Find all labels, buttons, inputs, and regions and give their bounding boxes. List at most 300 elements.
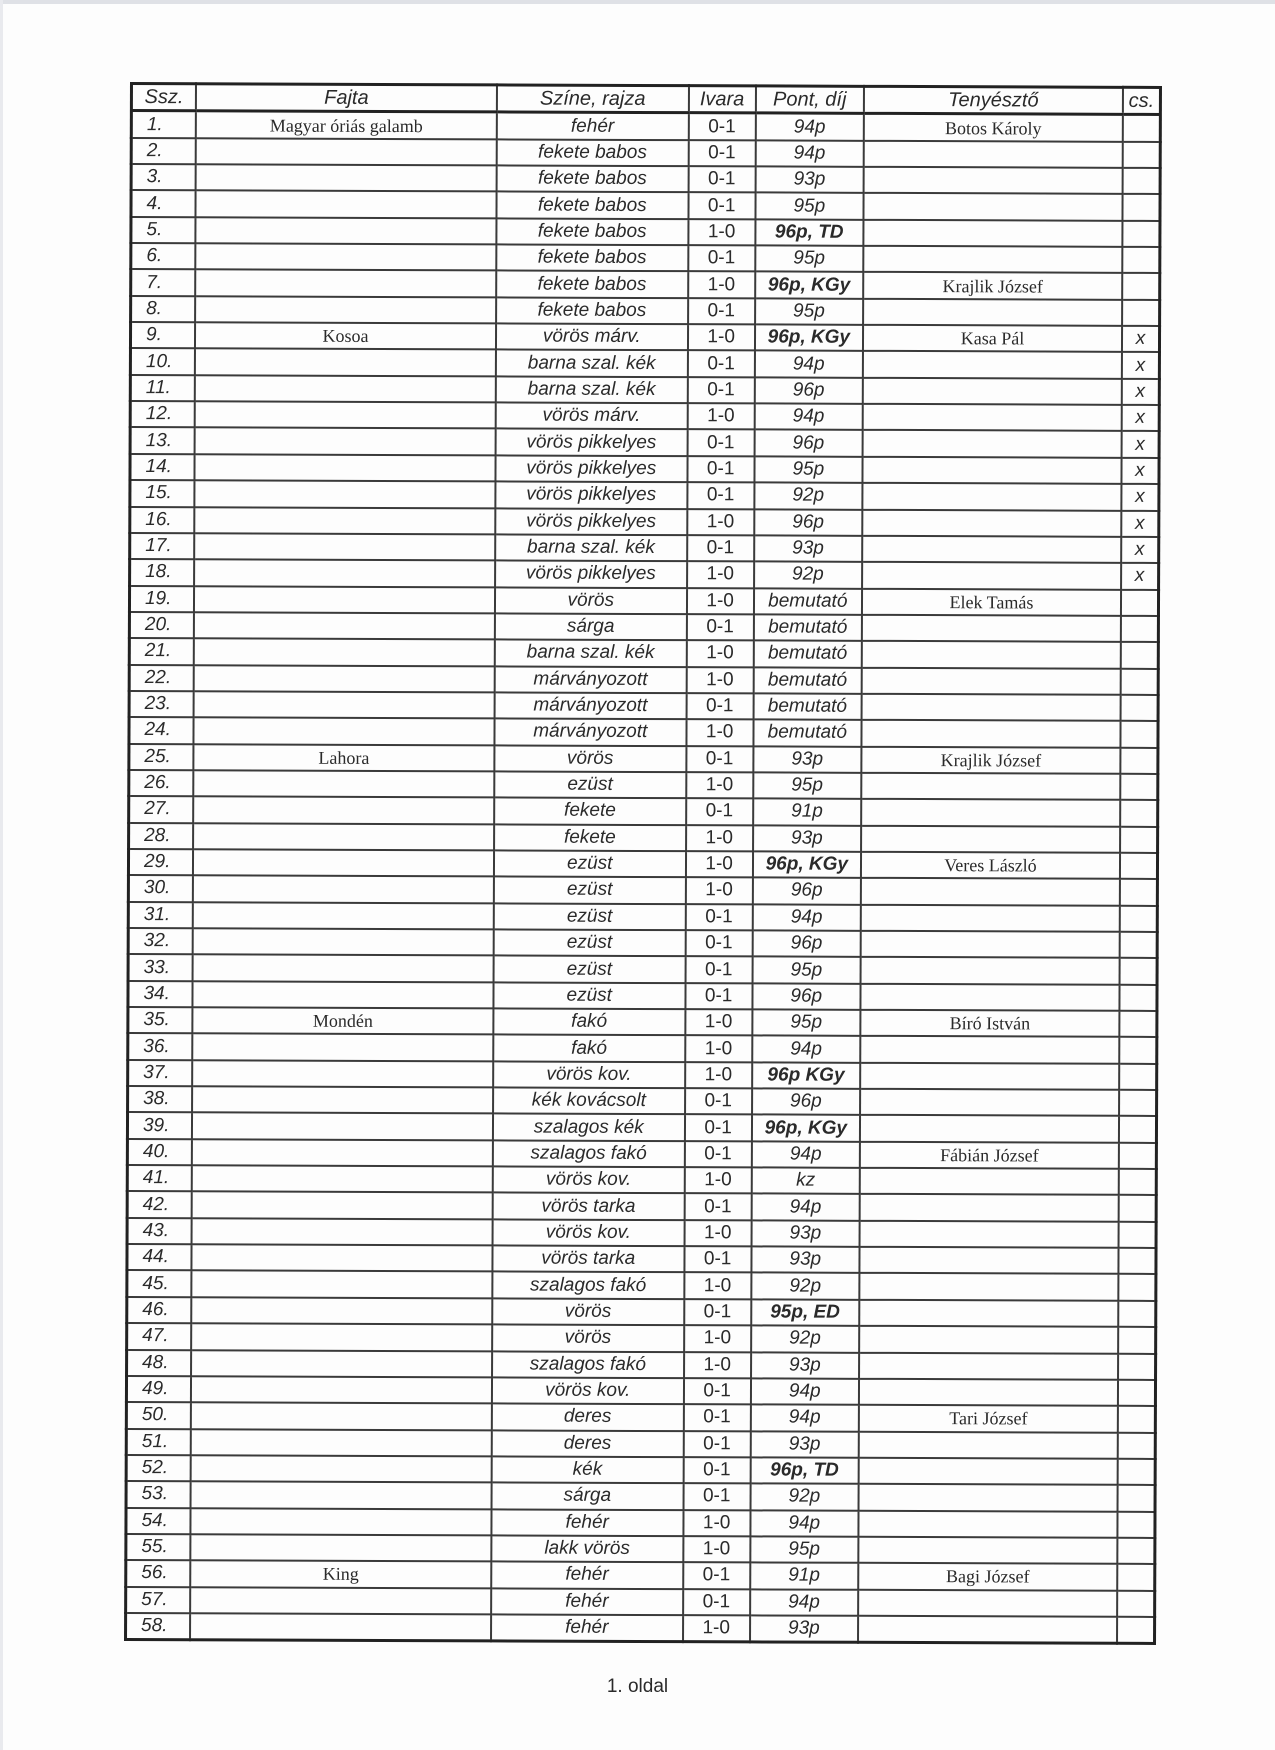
cell-breeder [863, 351, 1122, 378]
cell-sex: 1-0 [686, 772, 753, 799]
header-number: Ssz. [131, 84, 196, 112]
cell-color: vörös [492, 1325, 684, 1352]
table-row [128, 875, 1157, 905]
cell-sex: 0-1 [683, 1431, 750, 1458]
cell-number: 8. [131, 296, 196, 323]
table-row [130, 559, 1159, 589]
table-row [128, 981, 1157, 1011]
table-row [130, 322, 1159, 352]
cell-sex: 1-0 [686, 719, 753, 746]
cell-color: vörös [494, 745, 686, 772]
table-row [129, 586, 1158, 616]
cell-breed [191, 1429, 492, 1456]
table-header-row [131, 84, 1160, 115]
cell-color: fekete babos [496, 139, 688, 166]
table-row [129, 770, 1158, 800]
cell-breed [192, 1139, 493, 1166]
cell-mark [1117, 1538, 1155, 1564]
cell-points: 96p KGy [752, 1062, 861, 1089]
cell-mark [1117, 1485, 1155, 1511]
cell-mark: x [1122, 379, 1160, 405]
cell-mark [1117, 1564, 1155, 1590]
cell-sex: 1-0 [684, 1273, 751, 1300]
cell-number: 20. [129, 612, 194, 639]
cell-points: 94p [751, 1141, 860, 1168]
cell-breed [193, 876, 494, 903]
cell-breed [193, 770, 494, 797]
cell-number: 49. [126, 1376, 191, 1403]
cell-color: vörös pikkelyes [495, 455, 687, 482]
cell-breed [192, 1244, 493, 1271]
cell-number: 30. [128, 875, 193, 902]
cell-breed [191, 1350, 492, 1377]
cell-points: bemutató [754, 588, 863, 615]
cell-breed [194, 665, 495, 692]
cell-sex: 0-1 [683, 1457, 750, 1484]
cell-mark: x [1121, 563, 1159, 589]
cell-breeder: Tari József [859, 1405, 1118, 1432]
cell-breeder [864, 167, 1123, 194]
cell-breeder [862, 694, 1121, 721]
cell-number: 14. [130, 454, 195, 481]
cell-number: 41. [127, 1165, 192, 1192]
cell-mark [1122, 247, 1160, 273]
cell-mark [1120, 774, 1158, 800]
cell-number: 7. [131, 269, 196, 296]
cell-breed [195, 454, 496, 481]
cell-number: 21. [129, 638, 194, 665]
cell-sex: 0-1 [684, 1378, 751, 1405]
cell-mark [1118, 1222, 1156, 1248]
cell-number: 2. [131, 138, 196, 165]
cell-points: 92p [754, 562, 863, 589]
table-row [126, 1560, 1155, 1590]
cell-breed [194, 507, 495, 534]
cell-color: fekete [494, 798, 686, 825]
cell-points: 93p [753, 825, 862, 852]
cell-breed [196, 217, 497, 244]
cell-sex: 0-1 [687, 430, 754, 457]
cell-sex: 1-0 [685, 1167, 752, 1194]
table-row [126, 1534, 1155, 1564]
table-row [126, 1481, 1155, 1511]
cell-breed [195, 296, 496, 323]
cell-points: 96p, KGy [755, 324, 864, 351]
cell-color: márványozott [494, 719, 686, 746]
cell-color: vörös [492, 1298, 684, 1325]
cell-breed [191, 1297, 492, 1324]
cell-breed [195, 243, 496, 270]
cell-color: szalagos kék [493, 1114, 685, 1141]
cell-mark [1117, 1617, 1155, 1644]
cell-points: bemutató [753, 693, 862, 720]
cell-sex: 0-1 [688, 377, 755, 404]
cell-breeder [863, 378, 1122, 405]
cell-mark [1119, 984, 1157, 1010]
table-row [126, 1402, 1155, 1432]
cell-sex: 0-1 [683, 1562, 750, 1589]
cell-breed [193, 981, 494, 1008]
cell-mark [1118, 1274, 1156, 1300]
cell-mark [1118, 1432, 1156, 1458]
cell-breeder [859, 1273, 1118, 1300]
cell-breed [193, 849, 494, 876]
cell-mark [1118, 1353, 1156, 1379]
cell-points: 93p [751, 1352, 860, 1379]
cell-sex: 0-1 [686, 904, 753, 931]
table-row [126, 1613, 1155, 1644]
cell-breeder [860, 1036, 1119, 1063]
cell-points: 96p [752, 983, 861, 1010]
cell-breeder [859, 1300, 1118, 1327]
cell-mark: x [1122, 352, 1160, 378]
cell-points: 92p [751, 1326, 860, 1353]
cell-breed [194, 612, 495, 639]
cell-sex: 0-1 [688, 298, 755, 325]
cell-mark [1118, 1248, 1156, 1274]
table-row [127, 1218, 1156, 1248]
cell-mark [1118, 1327, 1156, 1353]
cell-breed [194, 717, 495, 744]
cell-mark [1117, 1511, 1155, 1537]
table-row [131, 296, 1160, 326]
cell-points: 94p [750, 1589, 859, 1616]
cell-number: 52. [126, 1455, 191, 1482]
cell-number: 51. [126, 1429, 191, 1456]
cell-color: vörös kov. [492, 1166, 684, 1193]
cell-mark [1123, 141, 1161, 167]
table-row [126, 1455, 1155, 1485]
cell-points: 94p [754, 351, 863, 378]
cell-breeder [858, 1589, 1117, 1616]
cell-color: vörös pikkelyes [495, 508, 687, 535]
cell-points: 96p, KGy [751, 1115, 860, 1142]
table-row [129, 691, 1158, 721]
cell-breeder [861, 931, 1120, 958]
cell-points: 95p [753, 772, 862, 799]
cell-breed [192, 1165, 493, 1192]
cell-color: márványozott [494, 692, 686, 719]
cell-breeder [863, 220, 1122, 247]
cell-breeder [862, 667, 1121, 694]
cell-mark: x [1121, 510, 1159, 536]
cell-points: 96p [754, 430, 863, 457]
cell-breed: Kosoa [195, 322, 496, 349]
cell-color: ezüst [493, 903, 685, 930]
cell-number: 26. [129, 770, 194, 797]
table-row [128, 902, 1157, 932]
cell-number: 15. [130, 480, 195, 507]
cell-points: 96p, KGy [755, 272, 864, 299]
cell-breeder [862, 483, 1121, 510]
cell-number: 23. [129, 691, 194, 718]
cell-breed [195, 428, 496, 455]
cell-sex: 0-1 [687, 535, 754, 562]
cell-breed [190, 1587, 491, 1614]
cell-points: 96p [754, 509, 863, 536]
scan-edge-left [0, 0, 3, 1750]
cell-breeder [859, 1458, 1118, 1485]
cell-sex: 1-0 [683, 1510, 750, 1537]
cell-sex: 0-1 [683, 1483, 750, 1510]
cell-sex: 1-0 [687, 588, 754, 615]
table-row [128, 1086, 1157, 1116]
table-row [131, 190, 1160, 220]
cell-breed [194, 559, 495, 586]
cell-number: 57. [126, 1587, 191, 1614]
cell-sex: 1-0 [685, 1036, 752, 1063]
table-row [127, 1323, 1156, 1353]
cell-breed [192, 1192, 493, 1219]
cell-sex: 1-0 [686, 825, 753, 852]
cell-breed [194, 533, 495, 560]
cell-color: barna szal. kék [495, 534, 687, 561]
cell-breeder [863, 404, 1122, 431]
cell-mark [1120, 879, 1158, 905]
cell-mark [1119, 1011, 1157, 1037]
table-row [130, 507, 1159, 537]
cell-mark [1122, 194, 1160, 220]
cell-number: 39. [127, 1112, 192, 1139]
table-row [126, 1587, 1155, 1617]
cell-mark [1119, 1064, 1157, 1090]
cell-number: 55. [126, 1534, 191, 1561]
cell-mark [1120, 800, 1158, 826]
cell-sex: 1-0 [688, 219, 755, 246]
cell-color: vörös kov. [492, 1377, 684, 1404]
cell-points: 94p [755, 113, 864, 140]
header-breed: Fajta [196, 84, 497, 112]
cell-points: 96p [754, 377, 863, 404]
table-row [128, 954, 1157, 984]
cell-number: 1. [131, 111, 196, 138]
cell-color: kék kovácsolt [493, 1087, 685, 1114]
table-row [131, 243, 1160, 273]
cell-color: ezüst [493, 929, 685, 956]
cell-points: 96p [752, 878, 861, 905]
cell-breed [192, 1113, 493, 1140]
cell-number: 34. [128, 981, 193, 1008]
cell-points: 96p, TD [750, 1457, 859, 1484]
cell-mark [1118, 1301, 1156, 1327]
table-row [130, 348, 1159, 378]
cell-number: 43. [127, 1218, 192, 1245]
cell-mark [1121, 642, 1159, 668]
cell-number: 3. [131, 164, 196, 191]
scan-edge [0, 0, 1275, 4]
cell-breeder [863, 246, 1122, 273]
cell-breed [191, 1402, 492, 1429]
cell-breeder [858, 1616, 1117, 1644]
cell-number: 58. [126, 1613, 191, 1640]
cell-number: 35. [128, 1007, 193, 1034]
cell-sex: 1-0 [687, 640, 754, 667]
cell-mark [1120, 695, 1158, 721]
cell-number: 56. [126, 1560, 191, 1587]
cell-mark: x [1121, 458, 1159, 484]
cell-sex: 0-1 [684, 1246, 751, 1273]
cell-color: kék [491, 1456, 683, 1483]
table-row [130, 480, 1159, 510]
cell-sex: 1-0 [686, 851, 753, 878]
cell-mark [1118, 1406, 1156, 1432]
cell-points: 92p [750, 1484, 859, 1511]
cell-sex: 1-0 [684, 1352, 751, 1379]
cell-color: fakó [493, 1035, 685, 1062]
cell-points: 96p, KGy [752, 851, 861, 878]
cell-sex: 0-1 [687, 456, 754, 483]
cell-number: 54. [126, 1508, 191, 1535]
cell-mark [1120, 905, 1158, 931]
cell-breed [195, 375, 496, 402]
table-row [131, 164, 1160, 194]
cell-breed [193, 823, 494, 850]
cell-sex: 0-1 [685, 956, 752, 983]
cell-breeder [858, 1537, 1117, 1564]
cell-mark [1123, 115, 1161, 142]
cell-mark: x [1122, 405, 1160, 431]
cell-mark [1118, 1380, 1156, 1406]
cell-breeder [863, 430, 1122, 457]
cell-sex: 1-0 [683, 1536, 750, 1563]
cell-points: 93p [751, 1220, 860, 1247]
cell-breeder [863, 299, 1122, 326]
cell-number: 36. [128, 1033, 193, 1060]
cell-color: barna szal. kék [495, 640, 687, 667]
cell-sex: 1-0 [684, 1220, 751, 1247]
cell-points: 92p [754, 483, 863, 510]
table-row [127, 1349, 1156, 1379]
cell-color: vörös márv. [496, 324, 688, 351]
cell-points: 94p [750, 1405, 859, 1432]
cell-sex: 1-0 [686, 667, 753, 694]
table-row [128, 1033, 1157, 1063]
cell-sex: 0-1 [688, 245, 755, 272]
table-row [126, 1508, 1155, 1538]
cell-mark [1120, 721, 1158, 747]
cell-color: fakó [493, 1008, 685, 1035]
cell-breeder: Krajlik József [861, 746, 1120, 773]
cell-points: 95p [755, 193, 864, 220]
cell-breeder [862, 536, 1121, 563]
cell-points: bemutató [753, 720, 862, 747]
table-row [128, 1060, 1157, 1090]
cell-color: fekete babos [496, 218, 688, 245]
cell-sex: 0-1 [688, 193, 755, 220]
cell-breed [194, 691, 495, 718]
table-row [127, 1191, 1156, 1221]
pigeon-registry-table [124, 82, 1162, 1645]
table-row [126, 1376, 1155, 1406]
cell-breeder [862, 562, 1121, 589]
cell-breeder: Veres László [861, 852, 1120, 879]
cell-color: barna szal. kék [496, 376, 688, 403]
cell-breeder [859, 1352, 1118, 1379]
cell-color: fekete [494, 824, 686, 851]
cell-breeder [859, 1379, 1118, 1406]
cell-breeder [864, 193, 1123, 220]
table-row [129, 665, 1158, 695]
table-row [127, 1270, 1156, 1300]
cell-points: 93p [754, 535, 863, 562]
cell-breeder [861, 799, 1120, 826]
cell-sex: 1-0 [687, 403, 754, 430]
cell-breed [190, 1613, 491, 1641]
cell-breeder [859, 1326, 1118, 1353]
table-row [129, 744, 1158, 774]
cell-color: vörös tarka [492, 1193, 684, 1220]
cell-sex: 1-0 [686, 877, 753, 904]
cell-breeder [859, 1431, 1118, 1458]
header-sex: Ivara [689, 86, 756, 114]
cell-mark [1121, 668, 1159, 694]
cell-number: 42. [127, 1191, 192, 1218]
cell-mark [1120, 932, 1158, 958]
cell-points: 94p [750, 1378, 859, 1405]
cell-points: 91p [750, 1563, 859, 1590]
cell-number: 48. [127, 1349, 192, 1376]
table-row [128, 1007, 1157, 1037]
table-row [130, 533, 1159, 563]
cell-mark [1121, 616, 1159, 642]
cell-number: 33. [128, 954, 193, 981]
cell-points: 95p [752, 957, 861, 984]
cell-breed [192, 1086, 493, 1113]
table-row [129, 796, 1158, 826]
cell-breed [193, 902, 494, 929]
cell-mark: x [1121, 484, 1159, 510]
cell-breeder [861, 904, 1120, 931]
cell-breeder [861, 878, 1120, 905]
cell-breeder [861, 983, 1120, 1010]
cell-mark [1120, 826, 1158, 852]
cell-sex: 0-1 [685, 1141, 752, 1168]
cell-color: sárga [495, 613, 687, 640]
cell-points: 94p [751, 1194, 860, 1221]
cell-sex: 0-1 [683, 1589, 750, 1616]
cell-color: ezüst [494, 877, 686, 904]
cell-number: 17. [130, 533, 195, 560]
cell-points: 96p [752, 930, 861, 957]
cell-breed [191, 1455, 492, 1482]
cell-points: 93p [753, 746, 862, 773]
cell-color: ezüst [494, 850, 686, 877]
cell-color: vörös pikkelyes [495, 482, 687, 509]
table-row [128, 849, 1157, 879]
cell-breed [195, 349, 496, 376]
cell-points: bemutató [753, 614, 862, 641]
cell-sex: 1-0 [683, 1615, 750, 1642]
table-row [130, 427, 1159, 457]
cell-sex: 0-1 [688, 140, 755, 167]
cell-number: 5. [131, 217, 196, 244]
cell-mark: x [1122, 326, 1160, 352]
document-page [124, 82, 1162, 1645]
cell-sex: 0-1 [685, 1115, 752, 1142]
cell-breed [191, 1481, 492, 1508]
cell-breeder: Elek Tamás [862, 588, 1121, 615]
cell-breeder: Botos Károly [864, 114, 1123, 142]
cell-sex: 0-1 [685, 983, 752, 1010]
cell-points: 94p [750, 1510, 859, 1537]
cell-mark [1122, 168, 1160, 194]
cell-number: 4. [131, 190, 196, 217]
cell-breed [196, 191, 497, 218]
cell-mark [1119, 1195, 1157, 1221]
cell-number: 22. [129, 665, 194, 692]
cell-points: 95p [755, 298, 864, 325]
cell-color: fehér [491, 1562, 683, 1589]
